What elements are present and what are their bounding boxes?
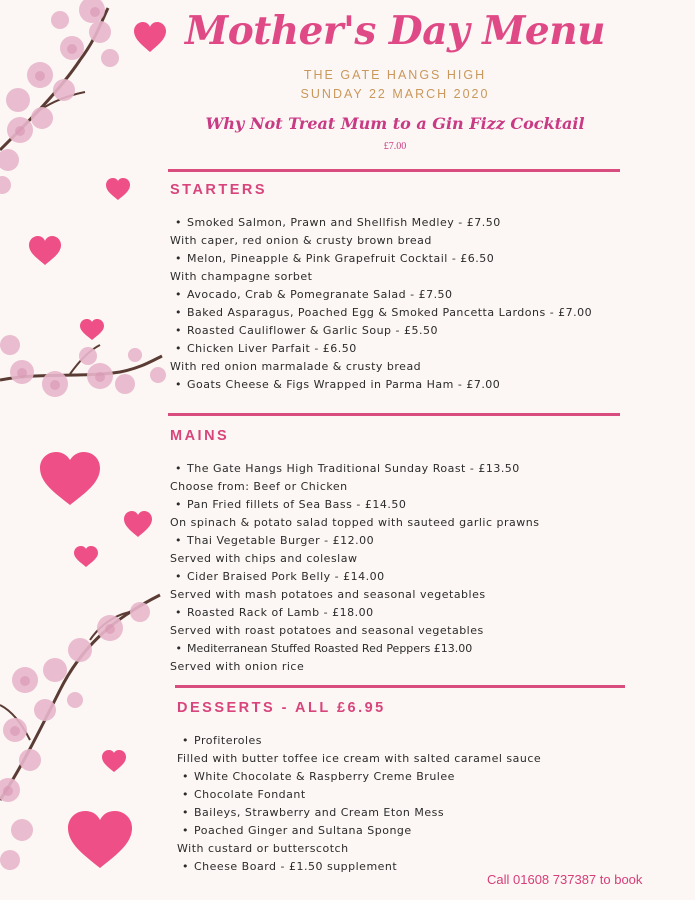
- item-name: Profiteroles: [194, 734, 263, 747]
- list-item: • Poached Ginger and Sultana Sponge: [182, 824, 412, 837]
- list-item: • Roasted Rack of Lamb - £18.00: [175, 606, 374, 619]
- item-description: Served with mash potatoes and seasonal vegetables: [170, 588, 486, 601]
- heart-icon: [134, 22, 166, 52]
- item-description: Served with chips and coleslaw: [170, 552, 358, 565]
- list-item: • Thai Vegetable Burger - £12.00: [175, 534, 375, 547]
- item-name: Cider Braised Pork Belly - £14.00: [187, 570, 385, 583]
- starters-list: [170, 214, 592, 394]
- item-description: With red onion marmalade & crusty bread: [170, 360, 422, 373]
- item-name: The Gate Hangs High Traditional Sunday Roast - £13.50: [187, 462, 520, 475]
- list-item: • Chocolate Fondant: [182, 788, 306, 801]
- item-name: Baileys, Strawberry and Cream Eton Mess: [194, 806, 445, 819]
- item-description: Served with roast potatoes and seasonal vegetables: [170, 624, 484, 637]
- item-name: Roasted Cauliflower & Garlic Soup - £5.50: [187, 324, 438, 337]
- branch-icon: [0, 8, 108, 150]
- item-name: Poached Ginger and Sultana Sponge: [194, 824, 412, 837]
- list-item: • Cider Braised Pork Belly - £14.00: [175, 570, 385, 583]
- item-name: White Chocolate & Raspberry Creme Brulee: [194, 770, 455, 783]
- item-description: Served with onion rice: [170, 660, 305, 673]
- desserts-list: [177, 732, 541, 876]
- section-divider: [168, 413, 620, 416]
- list-item: • Melon, Pineapple & Pink Grapefruit Cocktail - £6.50: [175, 252, 495, 265]
- item-description: Filled with butter toffee ice cream with salted caramel sauce: [177, 752, 542, 765]
- cocktail-offer: Why Not Treat Mum to a Gin Fizz Cocktail: [205, 114, 585, 133]
- list-item: • Mediterranean Stuffed Roasted Red Peppers £13.00: [175, 642, 473, 655]
- list-item: • Goats Cheese & Figs Wrapped in Parma Ham - £7.00: [175, 378, 501, 391]
- booking-phone[interactable]: Call 01608 737387 to book: [487, 872, 643, 887]
- mains-heading: MAINS: [170, 428, 230, 444]
- item-name: Pan Fried fillets of Sea Bass - £14.50: [187, 498, 407, 511]
- list-item: • Baked Asparagus, Poached Egg & Smoked Pancetta Lardons - £7.00: [175, 306, 593, 319]
- list-item: • Chicken Liver Parfait - £6.50: [175, 342, 357, 355]
- item-name: Roasted Rack of Lamb - £18.00: [187, 606, 374, 619]
- cocktail-price: £7.00: [383, 141, 407, 152]
- section-divider: [168, 169, 620, 172]
- item-name: Baked Asparagus, Poached Egg & Smoked Pancetta Lardons - £7.00: [187, 306, 593, 319]
- item-name: Chocolate Fondant: [194, 788, 306, 801]
- section-divider: [175, 685, 625, 688]
- item-name: Cheese Board - £1.50 supplement: [194, 860, 398, 873]
- desserts-heading: DESSERTS - ALL £6.95: [177, 700, 386, 716]
- list-item: • Cheese Board - £1.50 supplement: [182, 860, 398, 873]
- item-name: Smoked Salmon, Prawn and Shellfish Medley - £7.50: [187, 216, 501, 229]
- item-description: On spinach & potato salad topped with sauteed garlic prawns: [170, 516, 540, 529]
- list-item: • Pan Fried fillets of Sea Bass - £14.50: [175, 498, 407, 511]
- item-name: Melon, Pineapple & Pink Grapefruit Cocktail - £6.50: [187, 252, 495, 265]
- page-title: Mother's Day Menu: [185, 8, 605, 54]
- venue-name: THE GATE HANGS HIGH: [303, 68, 487, 82]
- starters-heading: STARTERS: [170, 182, 268, 198]
- item-description: With caper, red onion & crusty brown bread: [170, 234, 432, 247]
- item-description: With custard or butterscotch: [177, 842, 349, 855]
- item-name: Goats Cheese & Figs Wrapped in Parma Ham - £7.00: [187, 378, 501, 391]
- list-item: • White Chocolate & Raspberry Creme Brulee: [182, 770, 455, 783]
- list-item: • Profiteroles: [182, 734, 263, 747]
- mains-list: [170, 460, 539, 676]
- item-description: With champagne sorbet: [170, 270, 313, 283]
- event-date: SUNDAY 22 MARCH 2020: [300, 87, 490, 101]
- item-name: Mediterranean Stuffed Roasted Red Peppers £13.00: [187, 642, 473, 655]
- list-item: • The Gate Hangs High Traditional Sunday Roast - £13.50: [175, 462, 520, 475]
- item-description: Choose from: Beef or Chicken: [170, 480, 348, 493]
- list-item: • Smoked Salmon, Prawn and Shellfish Medley - £7.50: [175, 216, 501, 229]
- list-item: • Roasted Cauliflower & Garlic Soup - £5.50: [175, 324, 438, 337]
- item-name: Avocado, Crab & Pomegranate Salad - £7.50: [187, 288, 453, 301]
- list-item: • Baileys, Strawberry and Cream Eton Mess: [182, 806, 445, 819]
- item-name: Thai Vegetable Burger - £12.00: [187, 534, 375, 547]
- list-item: • Avocado, Crab & Pomegranate Salad - £7.50: [175, 288, 453, 301]
- item-name: Chicken Liver Parfait - £6.50: [187, 342, 357, 355]
